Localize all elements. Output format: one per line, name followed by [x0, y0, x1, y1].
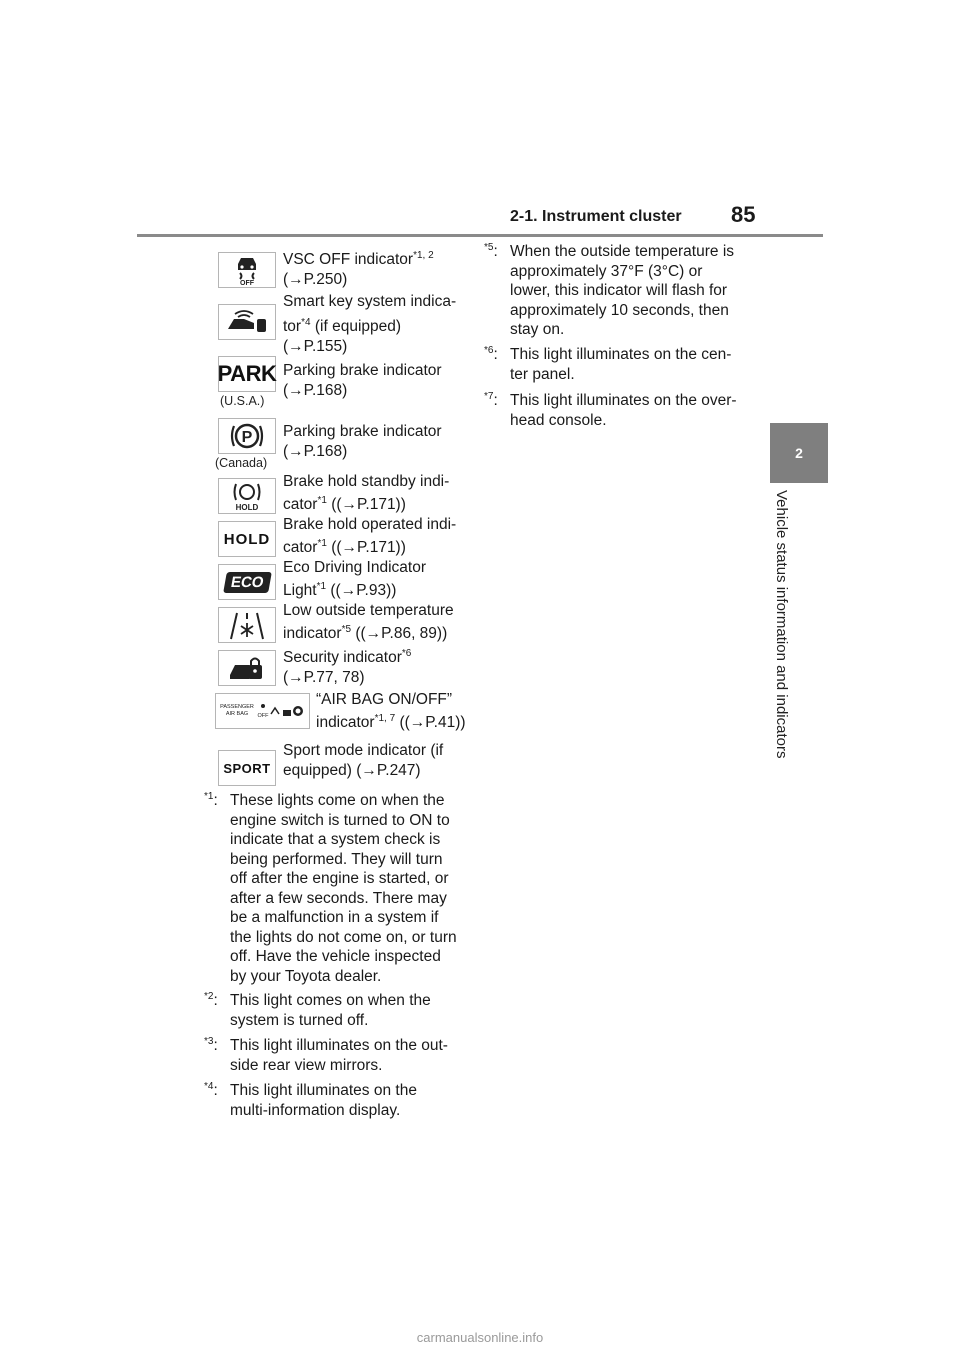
svg-text:PASSENGER: PASSENGER: [219, 704, 254, 710]
chapter-number: 2: [795, 445, 803, 461]
indicator-text: Sport mode indicator (if equipped) (→P.247): [283, 742, 444, 779]
header-rule: [137, 234, 823, 237]
indicator-text: Parking brake indicator (→P.168): [283, 362, 442, 399]
indicator-text: “AIR BAG ON/OFF” indicator$^{*1, 7}$ ((→P.41)): [316, 691, 466, 731]
footnote: $^{*5}$: When the outside temperature is approximately 37°F (3°C) or lower, this indicator will flash for approximately 10 seconds, then stay on.: [484, 241, 735, 338]
indicator-text: Security indicator$^{*6}$ (→P.77, 78): [283, 647, 412, 686]
region-label-usa: (U.S.A.): [220, 394, 265, 408]
footnote: $^{*6}$: This light illuminates on the cen- ter panel.: [484, 344, 732, 383]
footnote: $^{*7}$: This light illuminates on the over- head console.: [484, 390, 737, 429]
footnote: $^{*4}$: This light illuminates on the multi-information display.: [204, 1080, 417, 1119]
brake-hold-standby-icon: [218, 478, 276, 514]
indicator-text: VSC OFF indicator$^{*1, 2}$ (→P.250): [283, 249, 434, 288]
sport-mode-icon: SPORT: [218, 750, 276, 786]
footer-watermark[interactable]: carmanualsonline.info: [416, 1330, 544, 1345]
footnote: $^{*2}$: This light comes on when the system is turned off.: [204, 990, 431, 1029]
svg-text:P: P: [241, 429, 253, 446]
park-text-icon: PARK: [218, 356, 276, 392]
smart-key-icon: [218, 304, 276, 340]
indicator-text: Parking brake indicator (→P.168): [283, 423, 442, 460]
indicator-text: Eco Driving Indicator Light$^{*1}$ ((→P.93)): [283, 559, 427, 599]
chapter-tab[interactable]: [770, 423, 828, 483]
parking-brake-p-icon: [218, 418, 276, 454]
indicator-text: Brake hold standby indi- cator$^{*1}$ ((→P.171)): [283, 473, 450, 513]
page-number: 85: [731, 202, 756, 227]
footnote: $^{*1}$: These lights come on when the engine switch is turned to ON to indicate that a system check is being performed. They will turn off after the engine is started, or after a few seconds. There may be a malfunction in a system if the lights do not come on, or turn off. Have the vehicle inspected by your Toyota dealer.: [204, 790, 457, 985]
region-label-canada: (Canada): [215, 456, 268, 470]
svg-text:OFF: OFF: [257, 713, 268, 719]
low-temperature-icon: [218, 607, 276, 643]
svg-text:OFF: OFF: [240, 280, 254, 286]
airbag-on-off-icon: [215, 693, 310, 729]
chapter-side-label: Vehicle status information and indicators: [773, 490, 790, 759]
svg-text:HOLD: HOLD: [235, 503, 259, 512]
vsc-off-icon: [218, 252, 276, 288]
indicator-text: Low outside temperature indicator$^{*5}$ ((→P.86, 89)): [283, 602, 454, 642]
section-title: 2-1. Instrument cluster: [510, 208, 682, 225]
svg-text:AIR BAG: AIR BAG: [225, 711, 248, 717]
security-lock-icon: [218, 650, 276, 686]
footnote: $^{*3}$: This light illuminates on the out- side rear view mirrors.: [204, 1035, 448, 1074]
eco-driving-icon: ECO: [218, 564, 276, 600]
indicator-text: Brake hold operated indi- cator$^{*1}$ ((→P.171)): [283, 516, 457, 556]
brake-hold-operated-icon: HOLD: [218, 521, 276, 557]
indicator-text: Smart key system indica- tor$^{*4}$ (if equipped) (→P.155): [283, 293, 457, 355]
